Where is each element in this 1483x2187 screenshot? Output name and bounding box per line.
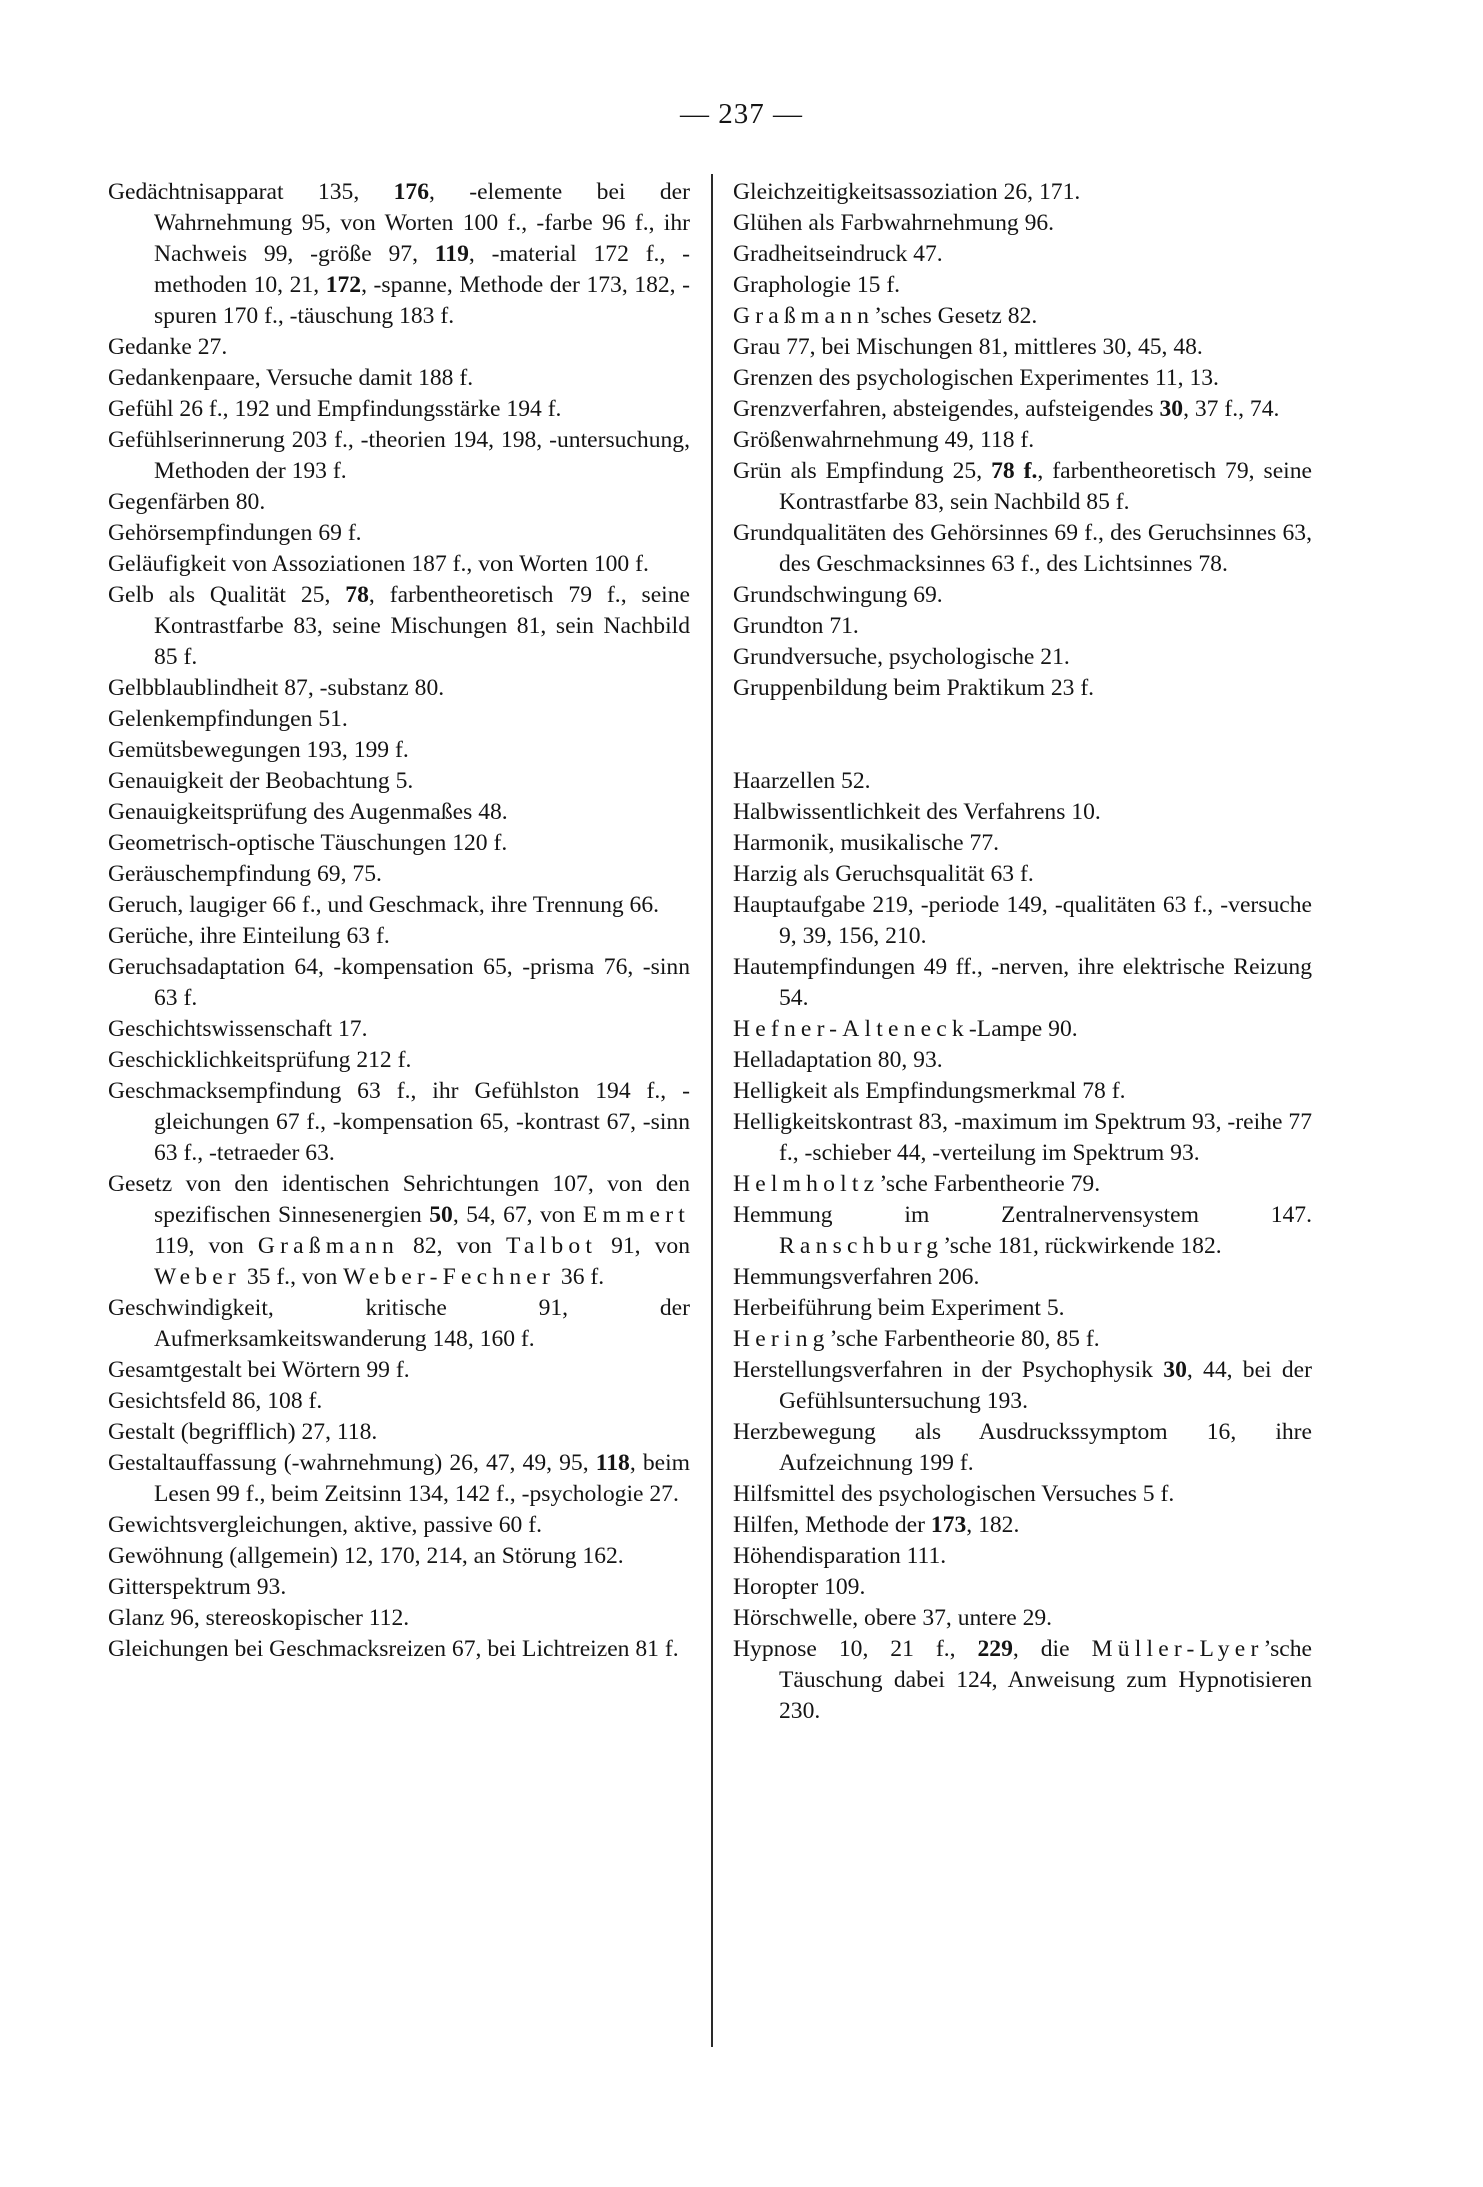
entry-text: Gelbblaublindheit 87, -substanz 80. [108, 675, 445, 701]
entry-text: Herstellungsverfahren in der Psychophysik [733, 1357, 1164, 1383]
index-entry [733, 1324, 1312, 1355]
bold-page-ref: 118 [595, 1450, 630, 1476]
spaced-name: Weber-Fechner [343, 1264, 556, 1290]
entry-text: Herzbewegung als Ausdruckssymptom 16, ihre Aufzeichnung 199 f. [733, 1419, 1312, 1476]
index-entry [108, 673, 690, 704]
bold-page-ref: 30 [1159, 396, 1184, 422]
entry-text: Harzig als Geruchsqualität 63 f. [733, 861, 1034, 887]
entry-text: Graphologie 15 f. [733, 272, 901, 298]
entry-text: Gefühlserinnerung 203 f., -theorien 194, 198, -untersuchung, Methoden der 193 f. [108, 427, 690, 484]
index-entry [733, 952, 1312, 1014]
spaced-name: Hefner-Alteneck [733, 1016, 969, 1042]
entry-text: Gedankenpaare, Versuche damit 188 f. [108, 365, 474, 391]
entry-text: Gefühl 26 f., 192 und Empfindungsstärke 194 f. [108, 396, 562, 422]
entry-text: ’sche Täuschung dabei 124, Anweisung zum Hypnotisieren 230. [779, 1636, 1312, 1724]
entry-text: Gelenkempfindungen 51. [108, 706, 348, 732]
entry-text: Gedanke 27. [108, 334, 228, 360]
entry-text: Hauptaufgabe 219, -periode 149, -qualitäten 63 f., -versuche 9, 39, 156, 210. [733, 892, 1312, 949]
spaced-name: Weber [154, 1264, 241, 1290]
entry-text: Hypnose 10, 21 f., [733, 1636, 978, 1662]
index-entry [108, 890, 690, 921]
index-entry [108, 1014, 690, 1045]
entry-text: Grundton 71. [733, 613, 859, 639]
index-entry [733, 611, 1312, 642]
index-entry [108, 828, 690, 859]
entry-text: Geschichtswissenschaft 17. [108, 1016, 368, 1042]
index-entry [733, 332, 1312, 363]
entry-text: ’sches Gesetz 82. [874, 303, 1038, 329]
index-entry [108, 1076, 690, 1169]
entry-text: , 37 f., 74. [1183, 396, 1280, 422]
entry-text: Hemmung im Zentralnervensystem 147. [733, 1202, 1312, 1228]
entry-text: Gesichtsfeld 86, 108 f. [108, 1388, 323, 1414]
entry-text: Helladaptation 80, 93. [733, 1047, 943, 1073]
entry-text: Genauigkeit der Beobachtung 5. [108, 768, 414, 794]
bold-page-ref: 78 f. [991, 458, 1038, 484]
index-entry [108, 425, 690, 487]
entry-text: Gewichtsvergleichungen, aktive, passive 60 f. [108, 1512, 542, 1538]
entry-text: Horopter 109. [733, 1574, 866, 1600]
index-entry [733, 642, 1312, 673]
index-entry [733, 1417, 1312, 1479]
bold-page-ref: 176 [393, 179, 429, 205]
entry-text: Geschicklichkeitsprüfung 212 f. [108, 1047, 412, 1073]
index-entry [108, 952, 690, 1014]
index-entry [733, 1355, 1312, 1417]
entry-text: Gewöhnung (allgemein) 12, 170, 214, an Störung 162. [108, 1543, 624, 1569]
index-entry [108, 1386, 690, 1417]
index-entry [108, 766, 690, 797]
entry-text: Glanz 96, stereoskopischer 112. [108, 1605, 410, 1631]
spaced-name: Emmert [582, 1202, 691, 1228]
entry-text: Gestaltauffassung (-wahrnehmung) 26, 47, 49, 95, [108, 1450, 596, 1476]
index-entry [108, 704, 690, 735]
index-entry [733, 1262, 1312, 1293]
index-entry [108, 549, 690, 580]
entry-text: Geschwindigkeit, kritische 91, der Aufmerksamkeitswanderung 148, 160 f. [108, 1295, 690, 1352]
spaced-name: Müller-Lyer [1091, 1636, 1264, 1662]
entry-text: Gleichungen bei Geschmacksreizen 67, bei Lichtreizen 81 f. [108, 1636, 679, 1662]
entry-text: Hilfen, Methode der [733, 1512, 931, 1538]
entry-text: 35 f., von [240, 1264, 344, 1290]
entry-text: ’sche Farbentheorie 80, 85 f. [829, 1326, 1100, 1352]
index-entry [108, 1634, 690, 1665]
entry-text: Grau 77, bei Mischungen 81, mittleres 30, 45, 48. [733, 334, 1203, 360]
index-entry [108, 921, 690, 952]
entry-text: , die [1012, 1636, 1092, 1662]
index-entry [108, 332, 690, 363]
index-entry [733, 580, 1312, 611]
entry-text: Grundschwingung 69. [733, 582, 943, 608]
index-entry [108, 859, 690, 890]
entry-text: 36 f. [555, 1264, 605, 1290]
entry-text: -Lampe 90. [968, 1016, 1078, 1042]
entry-text: Hemmungsverfahren 206. [733, 1264, 980, 1290]
entry-text: Gelb als Qualität 25, [108, 582, 346, 608]
entry-text: Hörschwelle, obere 37, untere 29. [733, 1605, 1053, 1631]
index-entry [733, 797, 1312, 828]
spaced-name: Graßmann [257, 1233, 399, 1259]
spaced-name: Helmholtz [733, 1171, 880, 1197]
index-column-left [108, 177, 690, 1665]
entry-text: 91, von [597, 1233, 691, 1259]
entry-text: Grenzen des psychologischen Experimentes 11, 13. [733, 365, 1219, 391]
section-gap [733, 704, 1312, 766]
index-entry [108, 1541, 690, 1572]
index-entry [733, 208, 1312, 239]
entry-text: Gedächtnisapparat 135, [108, 179, 394, 205]
entry-text: ’sche 181, rückwirkende 182. [943, 1233, 1222, 1259]
index-entry [733, 1510, 1312, 1541]
entry-text: Genauigkeitsprüfung des Augenmaßes 48. [108, 799, 508, 825]
entry-text: Gestalt (begrifflich) 27, 118. [108, 1419, 378, 1445]
index-entry [733, 1014, 1312, 1045]
spaced-name: Hering [733, 1326, 830, 1352]
entry-text: Gleichzeitigkeitsassoziation 26, 171. [733, 179, 1081, 205]
index-entry [733, 1200, 1312, 1262]
entry-text: , -material 172 f., -methoden 10, 21, [154, 241, 691, 298]
entry-text: , beim Lesen 99 f., beim Zeitsinn 134, 142 f., -psychologie 27. [154, 1450, 691, 1507]
entry-text: Harmonik, musikalische 77. [733, 830, 1000, 856]
index-entry [733, 425, 1312, 456]
index-entry [733, 270, 1312, 301]
index-entry [108, 487, 690, 518]
entry-text: , -spanne, Methode der 173, 182, -spuren 170 f., -täuschung 183 f. [154, 272, 690, 329]
entry-text: Geruchsadaptation 64, -kompensation 65, -prisma 76, -sinn 63 f. [108, 954, 690, 1011]
index-entry [733, 673, 1312, 704]
index-entry [108, 1045, 690, 1076]
entry-text: Grundqualitäten des Gehörsinnes 69 f., des Geruchsinnes 63, des Geschmacksinnes 63 f., des Lichtsinnes 78. [733, 520, 1312, 577]
entry-text: Halbwissentlichkeit des Verfahrens 10. [733, 799, 1101, 825]
index-entry [108, 735, 690, 766]
bold-page-ref: 30 [1163, 1357, 1187, 1383]
index-entry [733, 177, 1312, 208]
index-entry [108, 1355, 690, 1386]
index-entry [733, 1107, 1312, 1169]
index-entry [733, 1572, 1312, 1603]
entry-text: Haarzellen 52. [733, 768, 871, 794]
index-entry [108, 1572, 690, 1603]
index-entry [108, 394, 690, 425]
index-entry [108, 363, 690, 394]
entry-text: Gesamtgestalt bei Wörtern 99 f. [108, 1357, 410, 1383]
entry-text: , 44, bei der Gefühlsuntersuchung 193. [779, 1357, 1312, 1414]
entry-text: Herbeiführung beim Experiment 5. [733, 1295, 1065, 1321]
index-entry [733, 456, 1312, 518]
entry-text: Gesetz von den identischen Sehrichtungen 107, von den spezifischen Sinnesenergien [108, 1171, 690, 1228]
entry-text: Gradheitseindruck 47. [733, 241, 943, 267]
entry-text: , -elemente bei der Wahrnehmung 95, von Worten 100 f., -farbe 96 f., ihr Nachweis 99, -größe 97, [154, 179, 690, 267]
index-entry [108, 797, 690, 828]
index-entry [108, 1293, 690, 1355]
index-entry [733, 890, 1312, 952]
index-entry [733, 1479, 1312, 1510]
entry-text: Hilfsmittel des psychologischen Versuches 5 f. [733, 1481, 1175, 1507]
entry-text: Gehörsempfindungen 69 f. [108, 520, 362, 546]
entry-text: Glühen als Farbwahrnehmung 96. [733, 210, 1055, 236]
index-entry [108, 1510, 690, 1541]
column-divider [711, 174, 713, 2047]
entry-text: , 182. [966, 1512, 1020, 1538]
entry-text: Grenzverfahren, absteigendes, aufsteigendes [733, 396, 1160, 422]
bold-page-ref: 229 [977, 1636, 1013, 1662]
entry-text: Geschmacksempfindung 63 f., ihr Gefühlston 194 f., -gleichungen 67 f., -kompensation 65, -kontrast 67, -sinn 63 f., -tetraeder 63. [108, 1078, 690, 1166]
entry-text: ’sche Farbentheorie 79. [879, 1171, 1101, 1197]
bold-page-ref: 78 [345, 582, 369, 608]
entry-text: 82, von [399, 1233, 506, 1259]
index-entry [733, 394, 1312, 425]
entry-text: , 54, 67, von [452, 1202, 583, 1228]
entry-text: Geruch, laugiger 66 f., und Geschmack, ihre Trennung 66. [108, 892, 660, 918]
entry-text: Gitterspektrum 93. [108, 1574, 287, 1600]
entry-text: Geläufigkeit von Assoziationen 187 f., von Worten 100 f. [108, 551, 649, 577]
index-entry [733, 859, 1312, 890]
index-entry [733, 301, 1312, 332]
index-entry [733, 1076, 1312, 1107]
index-entry [733, 363, 1312, 394]
index-entry [733, 1634, 1312, 1727]
entry-text: Größenwahrnehmung 49, 118 f. [733, 427, 1035, 453]
spaced-name: Ranschburg [779, 1233, 944, 1259]
entry-text: Grün als Empfindung 25, [733, 458, 992, 484]
index-entry [733, 1603, 1312, 1634]
entry-text: , farbentheoretisch 79 f., seine Kontrastfarbe 83, seine Mischungen 81, sein Nachbild 85 f. [154, 582, 690, 670]
bold-page-ref: 173 [930, 1512, 967, 1538]
index-entry [733, 1169, 1312, 1200]
entry-text: Höhendisparation 111. [733, 1543, 947, 1569]
page-number: — 237 — [680, 98, 803, 130]
index-entry [733, 239, 1312, 270]
spaced-name: Graßmann [733, 303, 875, 329]
index-entry [733, 1541, 1312, 1572]
index-entry [733, 1045, 1312, 1076]
entry-text: Helligkeit als Empfindungsmerkmal 78 f. [733, 1078, 1126, 1104]
index-entry [108, 1603, 690, 1634]
entry-text: Grundversuche, psychologische 21. [733, 644, 1070, 670]
index-entry [108, 518, 690, 549]
entry-text: 119, von [154, 1233, 258, 1259]
index-entry [108, 580, 690, 673]
index-entry [108, 177, 690, 332]
entry-text: Geräuschempfindung 69, 75. [108, 861, 382, 887]
entry-text: , farbentheoretisch 79, seine Kontrastfarbe 83, sein Nachbild 85 f. [779, 458, 1312, 515]
entry-text: Gerüche, ihre Einteilung 63 f. [108, 923, 390, 949]
index-entry [733, 766, 1312, 797]
entry-text: Gegenfärben 80. [108, 489, 266, 515]
entry-text: Gemütsbewegungen 193, 199 f. [108, 737, 409, 763]
spaced-name: Talbot [505, 1233, 598, 1259]
entry-text: Gruppenbildung beim Praktikum 23 f. [733, 675, 1095, 701]
index-entry [733, 828, 1312, 859]
index-column-right [733, 177, 1312, 1727]
index-entry [108, 1417, 690, 1448]
entry-text: Geometrisch-optische Täuschungen 120 f. [108, 830, 508, 856]
entry-text: Hautempfindungen 49 ff., -nerven, ihre elektrische Reizung 54. [733, 954, 1312, 1011]
entry-text: Helligkeitskontrast 83, -maximum im Spektrum 93, -reihe 77 f., -schieber 44, -verteilung im Spektrum 93. [733, 1109, 1312, 1166]
index-entry [733, 1293, 1312, 1324]
bold-page-ref: 50 [429, 1202, 453, 1228]
bold-page-ref: 172 [325, 272, 362, 298]
index-entry [733, 518, 1312, 580]
index-entry [108, 1169, 690, 1293]
bold-page-ref: 119 [434, 241, 469, 267]
index-entry [108, 1448, 690, 1510]
